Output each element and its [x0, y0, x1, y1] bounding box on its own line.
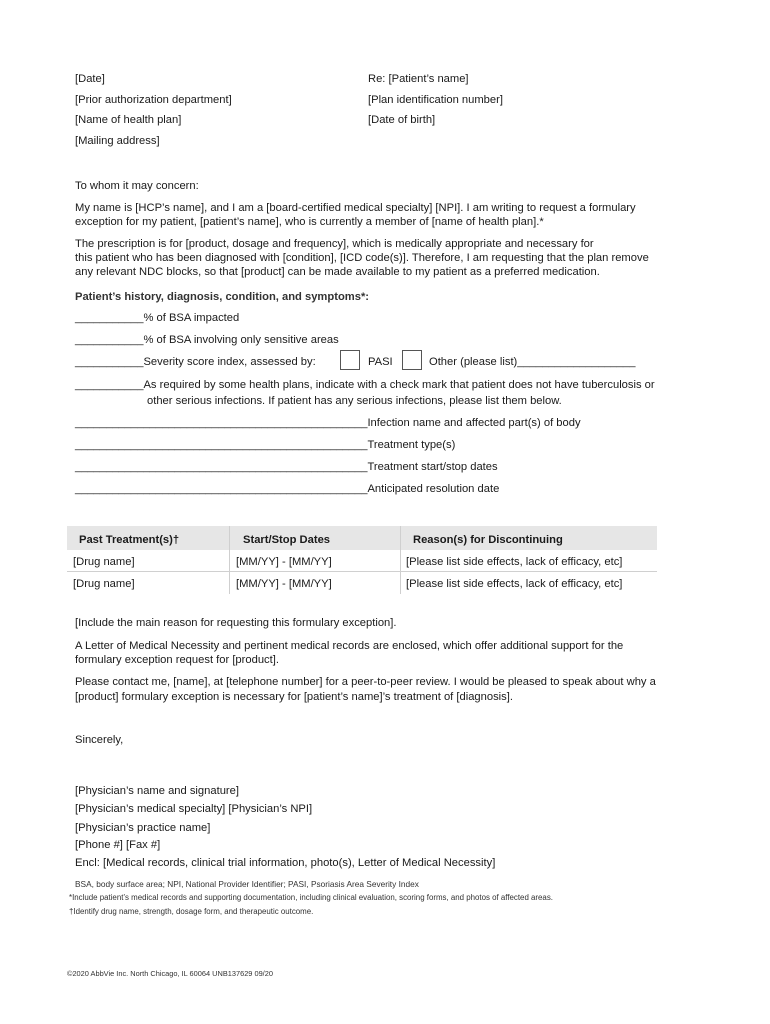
header-plan-id: [Plan identification number]	[368, 94, 503, 106]
tb-blank[interactable]: ___________	[75, 379, 144, 391]
tb-line2: other serious infections. If patient has any serious infections, please list them below.	[147, 395, 562, 407]
para2-line1: The prescription is for [product, dosage and frequency], which is medically appropriate and necessary for	[75, 238, 594, 250]
treatment-dates-blank[interactable]: _______________________________________________	[75, 461, 368, 473]
footnote-dagger: †Identify drug name, strength, dosage form, and therapeutic outcome.	[69, 907, 314, 916]
footnote-asterisk: *Include patient’s medical records and supporting documentation, including clinical evaluation, scoring forms, and photos of affected areas.	[69, 893, 553, 902]
resolution-date-label: Anticipated resolution date	[367, 483, 500, 495]
para1-line1: My name is [HCP’s name], and I am a [board-certified medical specialty] [NPI]. I am writing to request a formulary	[75, 202, 636, 214]
para3-line2: formulary exception request for [product].	[75, 654, 279, 666]
header-dob: [Date of birth]	[368, 114, 436, 126]
para1-line2: exception for my patient, [patient’s name], who is currently a member of [name of health plan].*	[75, 216, 544, 228]
table-header-row	[67, 526, 657, 550]
treatment-type-label: Treatment type(s)	[367, 439, 456, 451]
table-row2-reason: [Please list side effects, lack of efficacy, etc]	[406, 578, 623, 590]
bsa-sensitive-label: % of BSA involving only sensitive areas	[143, 334, 339, 346]
header-health-plan: [Name of health plan]	[75, 114, 182, 126]
table-row2-drug: [Drug name]	[73, 578, 135, 590]
treatment-type-blank[interactable]: _______________________________________________	[75, 439, 368, 451]
copyright: ©2020 AbbVie Inc. North Chicago, IL 60064 UNB137629 09/20	[67, 969, 273, 978]
para2-line3: any relevant NDC blocks, so that [product] can be made available to my patient as a preferred medication.	[75, 266, 600, 278]
table-row2	[67, 574, 657, 591]
bsa-sensitive-row	[75, 334, 339, 346]
tb-row	[75, 379, 655, 391]
pasi-checkbox[interactable]	[340, 350, 360, 370]
para4-line2: [product] formulary exception is necessary for [patient’s name]’s treatment of [diagnosis].	[75, 691, 513, 703]
main-reason: [Include the main reason for requesting this formulary exception].	[75, 617, 397, 629]
sig-practice: [Physician’s practice name]	[75, 822, 211, 834]
bsa-impacted-label: % of BSA impacted	[143, 312, 240, 324]
para2-line2: this patient who has been diagnosed with [condition], [ICD code(s)]. Therefore, I am requesting that the plan remove	[75, 252, 649, 264]
infection-label: Infection name and affected part(s) of body	[367, 417, 581, 429]
table-row1-drug: [Drug name]	[73, 556, 135, 568]
table-row1-dates: [MM/YY] - [MM/YY]	[236, 556, 332, 568]
pasi-label: PASI	[368, 356, 393, 368]
sig-phone-fax: [Phone #] [Fax #]	[75, 839, 161, 851]
salutation: To whom it may concern:	[75, 180, 199, 192]
header-mailing-address: [Mailing address]	[75, 135, 160, 147]
table-header-dates: Start/Stop Dates	[243, 534, 331, 546]
other-checkbox[interactable]	[402, 350, 422, 370]
sig-enclosures: Encl: [Medical records, clinical trial information, photo(s), Letter of Medical Necessity]	[75, 857, 496, 869]
table-header-reason: Reason(s) for Discontinuing	[413, 534, 563, 546]
severity-blank[interactable]: ___________	[75, 356, 144, 368]
header-pa-department: [Prior authorization department]	[75, 94, 232, 106]
history-heading: Patient’s history, diagnosis, condition, and symptoms*:	[75, 291, 370, 303]
treatment-type-row	[75, 439, 455, 451]
para4-line1: Please contact me, [name], at [telephone number] for a peer-to-peer review. I would be pleased to speak about why a	[75, 676, 656, 688]
footnote-abbreviations: BSA, body surface area; NPI, National Provider Identifier; PASI, Psoriasis Area Severity Index	[75, 879, 419, 889]
closing: Sincerely,	[75, 734, 124, 746]
severity-row	[75, 356, 316, 368]
infection-row	[75, 417, 581, 429]
tb-line1: As required by some health plans, indicate with a check mark that patient does not have tuberculosis or	[143, 379, 655, 391]
header-patient-name: Re: [Patient’s name]	[368, 73, 469, 85]
bsa-sensitive-blank[interactable]: ___________	[75, 334, 144, 346]
other-label: Other (please list)___________________	[429, 356, 636, 368]
bsa-impacted-blank[interactable]: ___________	[75, 312, 144, 324]
resolution-date-blank[interactable]: _______________________________________________	[75, 483, 368, 495]
severity-label: Severity score index, assessed by:	[143, 356, 316, 368]
bsa-impacted-row	[75, 312, 239, 324]
para3-line1: A Letter of Medical Necessity and pertinent medical records are enclosed, which offer additional support for the	[75, 640, 624, 652]
treatment-dates-row	[75, 461, 498, 473]
infection-blank[interactable]: _______________________________________________	[75, 417, 368, 429]
table-row1-reason: [Please list side effects, lack of efficacy, etc]	[406, 556, 623, 568]
sig-specialty: [Physician’s medical specialty] [Physician’s NPI]	[75, 803, 313, 815]
resolution-date-row	[75, 483, 499, 495]
table-header-past-treatment: Past Treatment(s)†	[79, 534, 180, 546]
table-row2-dates: [MM/YY] - [MM/YY]	[236, 578, 332, 590]
header-date: [Date]	[75, 73, 105, 85]
table-row-separator	[67, 571, 657, 572]
sig-name: [Physician’s name and signature]	[75, 785, 239, 797]
treatment-dates-label: Treatment start/stop dates	[367, 461, 498, 473]
